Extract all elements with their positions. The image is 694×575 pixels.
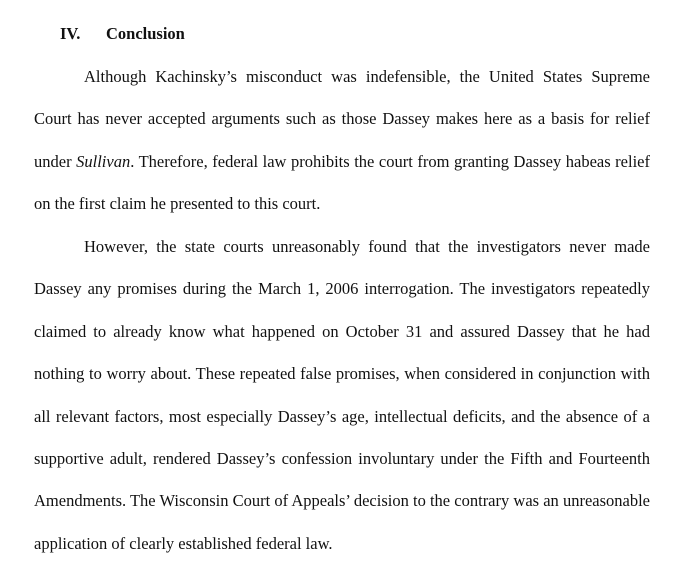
paragraph-1-text-end: . Therefore, federal law prohibits the court from granting Dassey habeas relief on the first claim he presented to this court. (34, 151, 650, 214)
paragraph-1-text-start: Although Kachinsky’s misconduct was indefensible, the United States Supreme Court has never accepted arguments such as those Dassey makes here as a basis for relief under (34, 67, 650, 171)
section-heading (60, 24, 185, 44)
paragraph-1 (34, 56, 650, 226)
section-number: IV. (60, 24, 81, 43)
case-name-italic: Sullivan (76, 151, 131, 171)
section-title: Conclusion (106, 24, 185, 43)
paragraph-2: However, the state courts unreasonably found that the investigators never made Dassey any promises during the March 1, 2006 interrogation. The investigators repeatedly claimed to already know what happened on October 31 and assured Dassey that he had nothing to worry about. These repeated false promises, when considered in conjunction with all relevant factors, most especially Dassey’s age, intellectual deficits, and the absence of a supportive adult, rendered Dassey’s confession involuntary under the Fifth and Fourteenth Amendments. The Wisconsin Court of Appeals’ decision to the contrary was an unreasonable application of clearly established federal law. (34, 237, 650, 553)
